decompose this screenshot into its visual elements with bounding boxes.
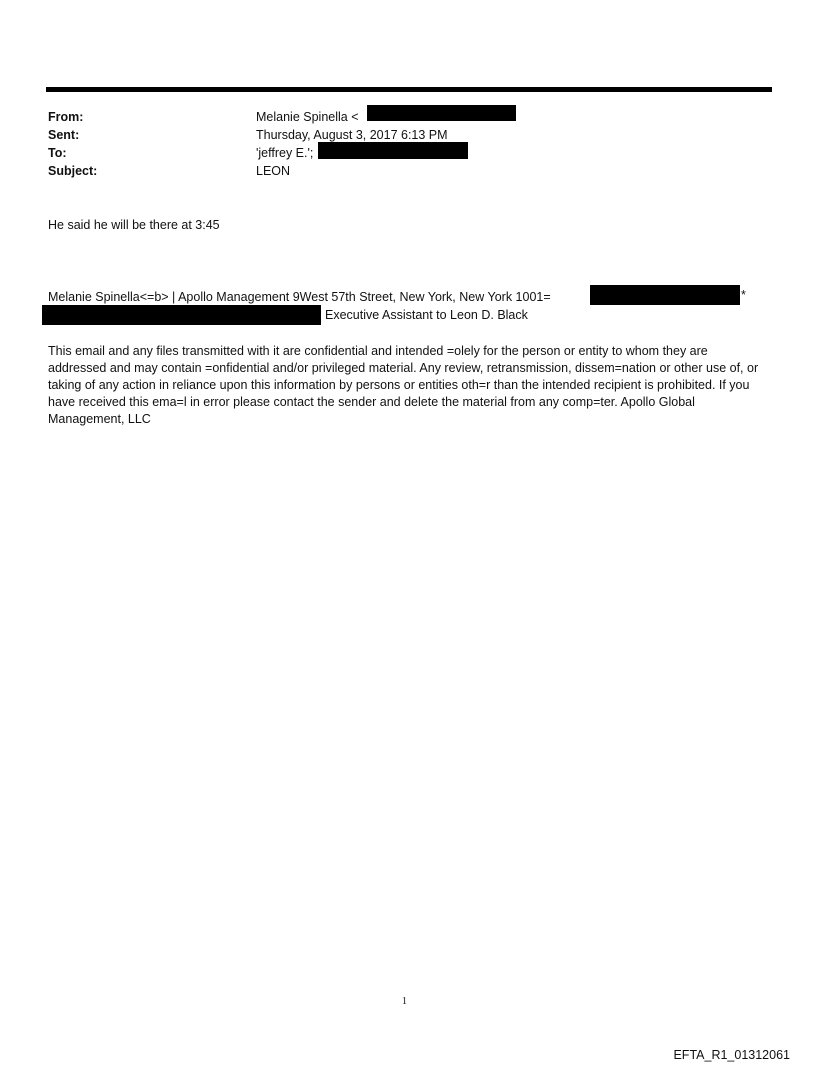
signature-contact-redaction <box>590 285 740 305</box>
from-label: From: <box>48 110 84 124</box>
confidentiality-disclaimer: This email and any files transmitted with it are confidential and intended =olely for the person or entity to whom they are addressed and may contain =onfidential and/or privileged material. Any review, retransmission, dissem=nation or other use of, or taking of any action in reliance upon this information by persons or entities oth=r than the intended recipient is prohibited. If you have received this ema=l in error please contact the sender and delete the material from any comp=ter. Apollo Global Management, LLC <box>48 344 759 426</box>
from-value: Melanie Spinella < <box>256 110 359 124</box>
sent-value: Thursday, August 3, 2017 6:13 PM <box>256 128 448 142</box>
subject-label: Subject: <box>48 164 98 178</box>
document-id: EFTA_R1_01312061 <box>673 1048 790 1062</box>
signature-trailing-mark: * <box>741 288 746 302</box>
signature-line-1: Melanie Spinella<=b> | Apollo Management 9West 57th Street, New York, New York 1001= <box>48 290 551 304</box>
page-number: 1 <box>402 996 407 1007</box>
header-divider <box>46 87 772 92</box>
sent-label: Sent: <box>48 128 80 142</box>
signature-line-2: Executive Assistant to Leon D. Black <box>325 308 528 322</box>
subject-value: LEON <box>256 164 291 178</box>
email-body-message: He said he will be there at 3:45 <box>48 218 220 232</box>
to-recipient-redaction <box>318 142 468 159</box>
from-email-redaction <box>367 105 516 121</box>
signature-line-2-redaction <box>42 305 321 325</box>
to-label: To: <box>48 146 67 160</box>
to-value: 'jeffrey E.'; <box>256 146 314 160</box>
